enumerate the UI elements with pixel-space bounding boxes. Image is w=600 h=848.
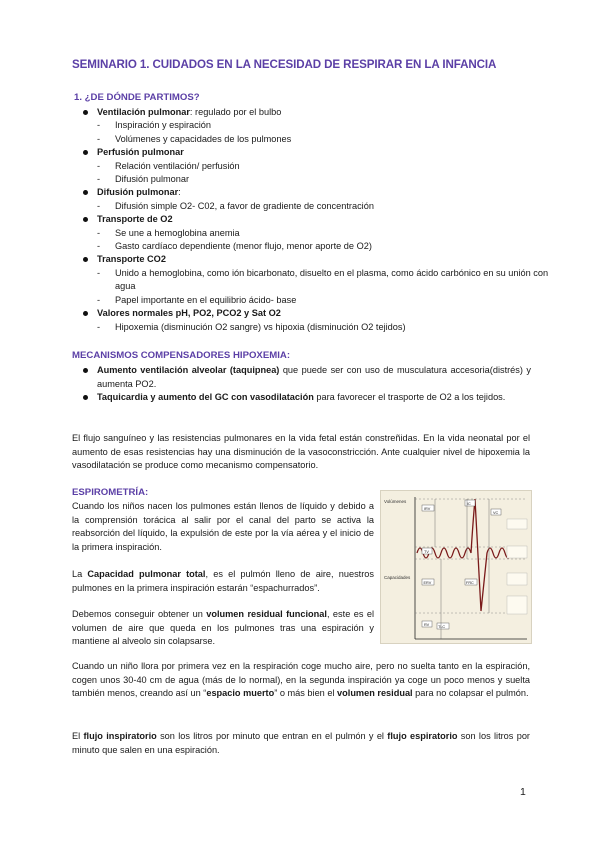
paragraph-llanto [72, 660, 530, 701]
text-run: La [72, 569, 88, 579]
bullet-icon [83, 368, 88, 373]
dash-icon: - [97, 120, 101, 131]
dash-icon: - [97, 241, 101, 252]
paragraph-flujo [72, 730, 530, 757]
spirometry-diagram [380, 490, 532, 644]
sub-item-text: Difusión simple O2- C02, a favor de gradiente de concentración [115, 200, 374, 211]
list-item [80, 186, 550, 199]
sub-item-text: Unido a hemoglobina, como ión bicarbonato, disuelto en el plasma, como ácido carbónico en su unión con agua [115, 267, 549, 292]
dash-icon: - [97, 160, 101, 171]
sub-item [80, 133, 550, 146]
box-label: IC [467, 502, 471, 506]
dash-icon: - [97, 267, 101, 278]
sub-item [80, 227, 550, 240]
dash-icon: - [97, 133, 101, 144]
text-bold: volumen residual [337, 688, 413, 699]
list-item-bold: Ventilación pulmonar [97, 107, 190, 117]
section-heading-mecanismos: MECANISMOS COMPENSADORES HIPOXEMIA: [72, 350, 291, 361]
label-volumes: Volúmenes [384, 499, 407, 504]
list-item [80, 106, 550, 119]
dash-icon: - [97, 227, 101, 238]
list-item [80, 391, 531, 405]
bullet-list-partimos [80, 106, 550, 334]
box-label: TV [424, 550, 429, 554]
list-item-text: que puede ser con uso de musculatura accesoria(distrés) y aumenta PO2. [97, 365, 531, 389]
sub-item [80, 160, 550, 173]
sub-item [80, 267, 550, 294]
sub-item-text: Papel importante en el equilibrio ácido- base [115, 294, 297, 305]
list-item-bold: Transporte CO2 [97, 254, 166, 265]
sub-item [80, 200, 550, 213]
list-item-bold: Difusión pulmonar [97, 187, 179, 198]
box-label: TLC [438, 625, 446, 629]
list-item-bold: Transporte de O2 [97, 214, 173, 225]
text-run: ” o más bien el [274, 688, 338, 699]
spirometry-graph [381, 491, 531, 643]
sub-item-text: Se une a hemoglobina anemia [115, 227, 240, 238]
dash-icon: - [97, 321, 101, 332]
paragraph-nacimiento: Cuando los niños nacen los pulmones están llenos de líquido y debido a la comprensión torácica al salir por el canal del parto se activa la reabsorción del líquido, la expulsión de este por la vía aérea y el inicio de la primera inspiración. [72, 501, 374, 552]
sub-item-text: Gasto cardíaco dependiente (menor flujo, menor aporte de O2) [115, 241, 372, 252]
paragraph-volumen-residual [72, 608, 374, 649]
sub-item [80, 119, 550, 132]
text-run: , es el pulmón lleno de aire, nuestros pulmones en la primera inspiración estarán “espachurrados”. [72, 569, 374, 593]
list-item [80, 213, 550, 226]
text-run: Cuando un niño llora por primera vez en la respiración coge mucho aire, pero no suelta tanto en la espiración, cogen unos 30-40 cm de agua (más de lo normal), en la segunda inspiración ya coge un poco menos y suelta también menos, creando así un “ [72, 661, 530, 699]
label-capacities: Capacidades [384, 575, 411, 580]
sub-item [80, 240, 550, 253]
box-label: IRV [424, 507, 431, 511]
bullet-icon [83, 150, 88, 155]
bullet-icon [83, 257, 88, 262]
sub-item [80, 321, 550, 334]
list-item [80, 146, 550, 159]
page-title: SEMINARIO 1. CUIDADOS EN LA NECESIDAD DE RESPIRAR EN LA INFANCIA [72, 58, 497, 71]
text-bold: volumen residual funcional [206, 609, 327, 619]
bullet-icon [83, 110, 88, 115]
text-bold: flujo espiratorio [387, 731, 458, 741]
list-item [80, 307, 550, 320]
bullet-icon [83, 217, 88, 222]
list-item [80, 364, 531, 391]
sub-item [80, 294, 550, 307]
list-item-text: para favorecer el trasporte de O2 a los tejidos. [313, 392, 506, 403]
text-run: El [72, 731, 84, 741]
box-label: RV [424, 623, 430, 627]
dash-icon: - [97, 294, 101, 305]
bullet-list-mecanismos [80, 364, 531, 405]
dash-icon: - [97, 174, 101, 185]
bullet-icon [83, 395, 88, 400]
box-label: FRC [466, 581, 474, 585]
text-run: , este es el volumen de aire que queda en los pulmones tras una espiración y mantiene al alveolo sin colapsarse. [72, 609, 375, 647]
dash-icon: - [97, 200, 101, 211]
section-heading-espirometria: ESPIROMETRÍA: [72, 487, 149, 498]
box-label: VC [493, 511, 499, 515]
box-label: ERV [423, 581, 432, 585]
paragraph-fetal: El flujo sanguíneo y las resistencias pulmonares en la vida fetal están constreñidas. En la vida neonatal por el aumento de esas resistencias hay una disminución de la vasoconstricción. Ante cualquier nivel de hipoxemia la vasodilatación se produce como mecanismo compensatorio. [72, 433, 530, 471]
sub-item-text: Volúmenes y capacidades de los pulmones [115, 133, 292, 144]
list-item-text: : regulado por el bulbo [189, 107, 282, 117]
sub-item-text: Inspiración y espiración [115, 120, 212, 131]
bullet-icon [83, 190, 88, 195]
list-item [80, 253, 550, 266]
sub-item-text: Difusión pulmonar [115, 174, 190, 185]
list-item-bold: Perfusión pulmonar [97, 147, 184, 158]
text-run: son los litros por minuto que entran en el pulmón y el [156, 731, 388, 741]
bullet-icon [83, 311, 88, 316]
page-number: 1 [520, 786, 526, 798]
text-bold: flujo inspiratorio [83, 731, 157, 741]
text-bold: Capacidad pulmonar total [87, 569, 206, 579]
section-heading-partimos: 1. ¿DE DÓNDE PARTIMOS? [74, 92, 200, 103]
sub-item-text: Relación ventilación/ perfusión [115, 160, 240, 171]
sub-item [80, 173, 550, 186]
list-item-bold: Aumento ventilación alveolar (taquipnea) [97, 365, 280, 375]
sub-item-text: Hipoxemia (disminución O2 sangre) vs hipoxia (disminución O2 tejidos) [115, 321, 406, 332]
text-run: son los litros por minuto que salen en una espiración. [72, 731, 530, 755]
text-bold: espacio muerto [206, 688, 275, 699]
paragraph-capacidad [72, 568, 374, 595]
list-item-bold: Taquicardia y aumento del GC con vasodilatación [97, 392, 314, 403]
text-run: para no colapsar el pulmón. [412, 688, 529, 699]
text-run: Debemos conseguir obtener un [72, 609, 207, 619]
list-item-bold: Valores normales pH, PO2, PCO2 y Sat O2 [97, 308, 281, 319]
list-item-text: : [178, 187, 181, 198]
